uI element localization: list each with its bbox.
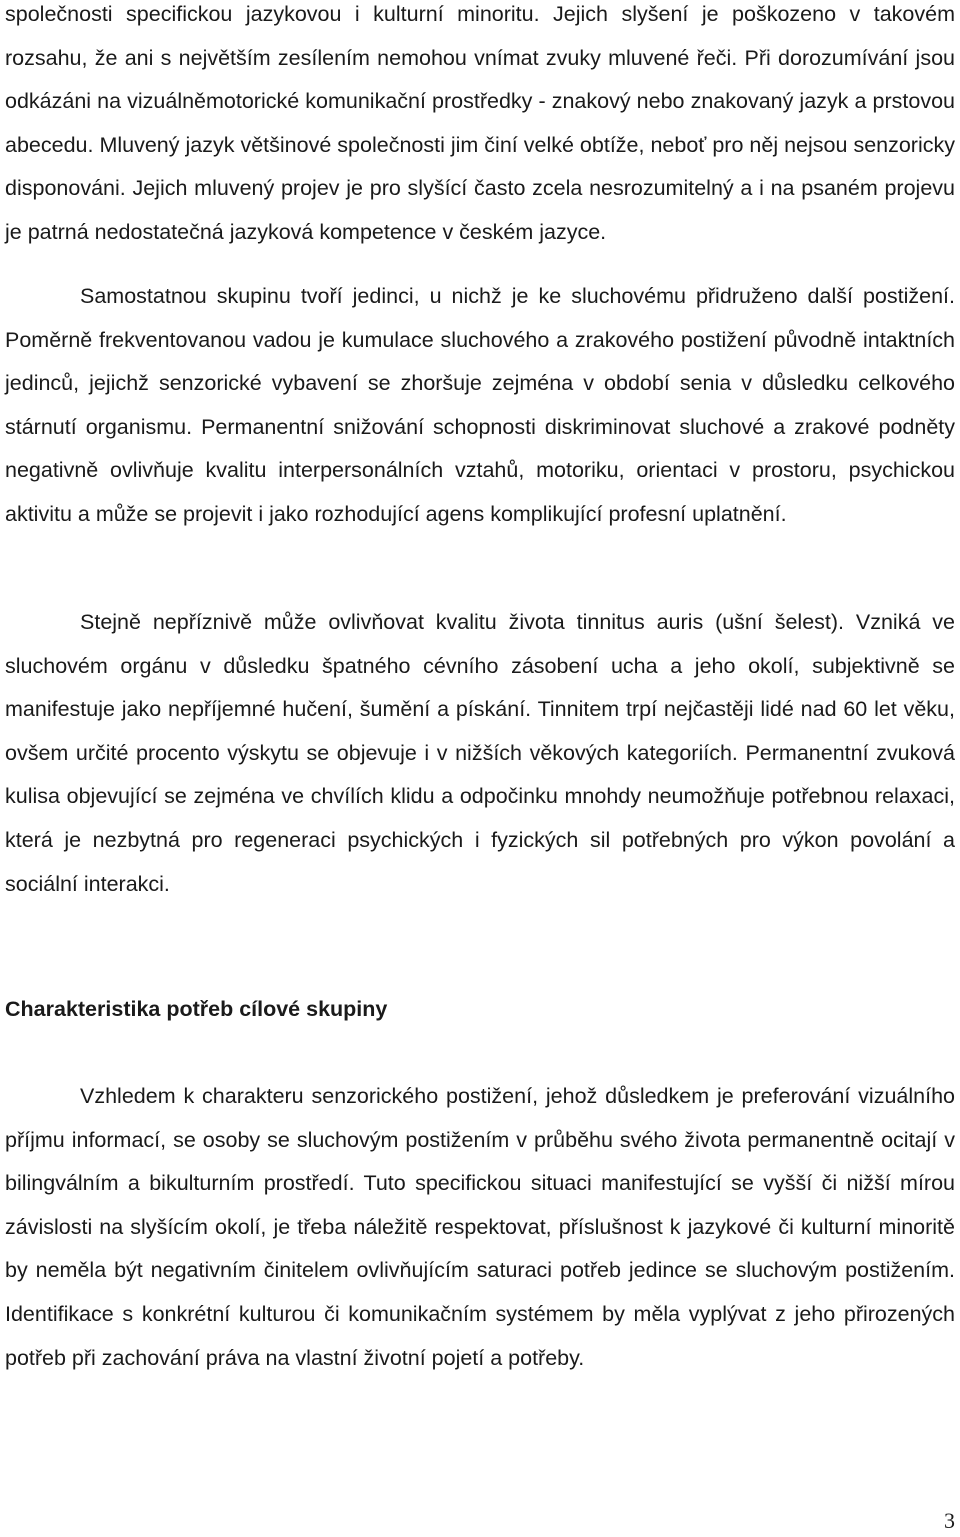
paragraph-deaf-minority: společnosti specifickou jazykovou i kulturní minoritu. Jejich slyšení je poškozeno v takovém rozsahu, že ani s největším zesílením nemohou vnímat zvuky mluvené řeči. Při dorozumívání jsou odkázáni na vizuálněmotorické komunikační prostředky - znakový nebo znakovaný jazyk a prstovou abecedu. Mluvený jazyk většinové společnosti jim činí velké obtíže, neboť pro něj nejsou senzoricky disponováni. Jejich mluvený projev je pro slyšící často zcela nesrozumitelný a i na psaném projevu je patrná nedostatečná jazyková kompetence v českém jazyce.	[5, 2, 955, 244]
page-number: 3	[944, 1508, 955, 1533]
section-heading: Charakteristika potřeb cílové skupiny	[5, 997, 388, 1021]
paragraph-target-group-needs: Vzhledem k charakteru senzorického postižení, jehož důsledkem je preferování vizuálního příjmu informací, se osoby se sluchovým postižením v průběhu svého života permanentně ocitají v bilingválním a bikulturním prostředí. Tuto specifickou situaci manifestující se vyšší či nižší mírou závislosti na slyšícím okolí, je třeba náležitě respektovat, příslušnost k jazykové či kulturní minoritě by neměla být negativním činitelem ovlivňujícím saturaci potřeb jedince se sluchovým postižením. Identifikace s konkrétní kulturou či komunikačním systémem by měla vyplývat z jeho přirozených potřeb při zachování práva na vlastní životní pojetí a potřeby.	[5, 1084, 955, 1370]
paragraph-combined-impairment: Samostatnou skupinu tvoří jedinci, u nichž je ke sluchovému přidruženo další postižení. Poměrně frekventovanou vadou je kumulace sluchového a zrakového postižení původně intaktních jedinců, jejichž senzorické vybavení se zhoršuje zejména v období senia v důsledku celkového stárnutí organismu. Permanentní snižování schopnosti diskriminovat sluchové a zrakové podněty negativně ovlivňuje kvalitu interpersonálních vztahů, motoriku, orientaci v prostoru, psychickou aktivitu a může se projevit i jako rozhodující agens komplikující profesní uplatnění.	[5, 284, 955, 526]
paragraph-tinnitus: Stejně nepříznivě může ovlivňovat kvalitu života tinnitus auris (ušní šelest). Vzniká ve sluchovém orgánu v důsledku špatného cévního zásobení ucha a jeho okolí, subjektivně se manifestuje jako nepříjemné hučení, šumění a pískání. Tinnitem trpí nejčastěji lidé nad 60 let věku, ovšem určité procento výskytu se objevuje i v nižších věkových kategoriích. Permanentní zvuková kulisa objevující se zejména ve chvílích klidu a odpočinku mnohdy neumožňuje potřebnou relaxaci, která je nezbytná pro regeneraci psychických i fyzických sil potřebných pro výkon povolání a sociální interakci.	[5, 610, 955, 896]
